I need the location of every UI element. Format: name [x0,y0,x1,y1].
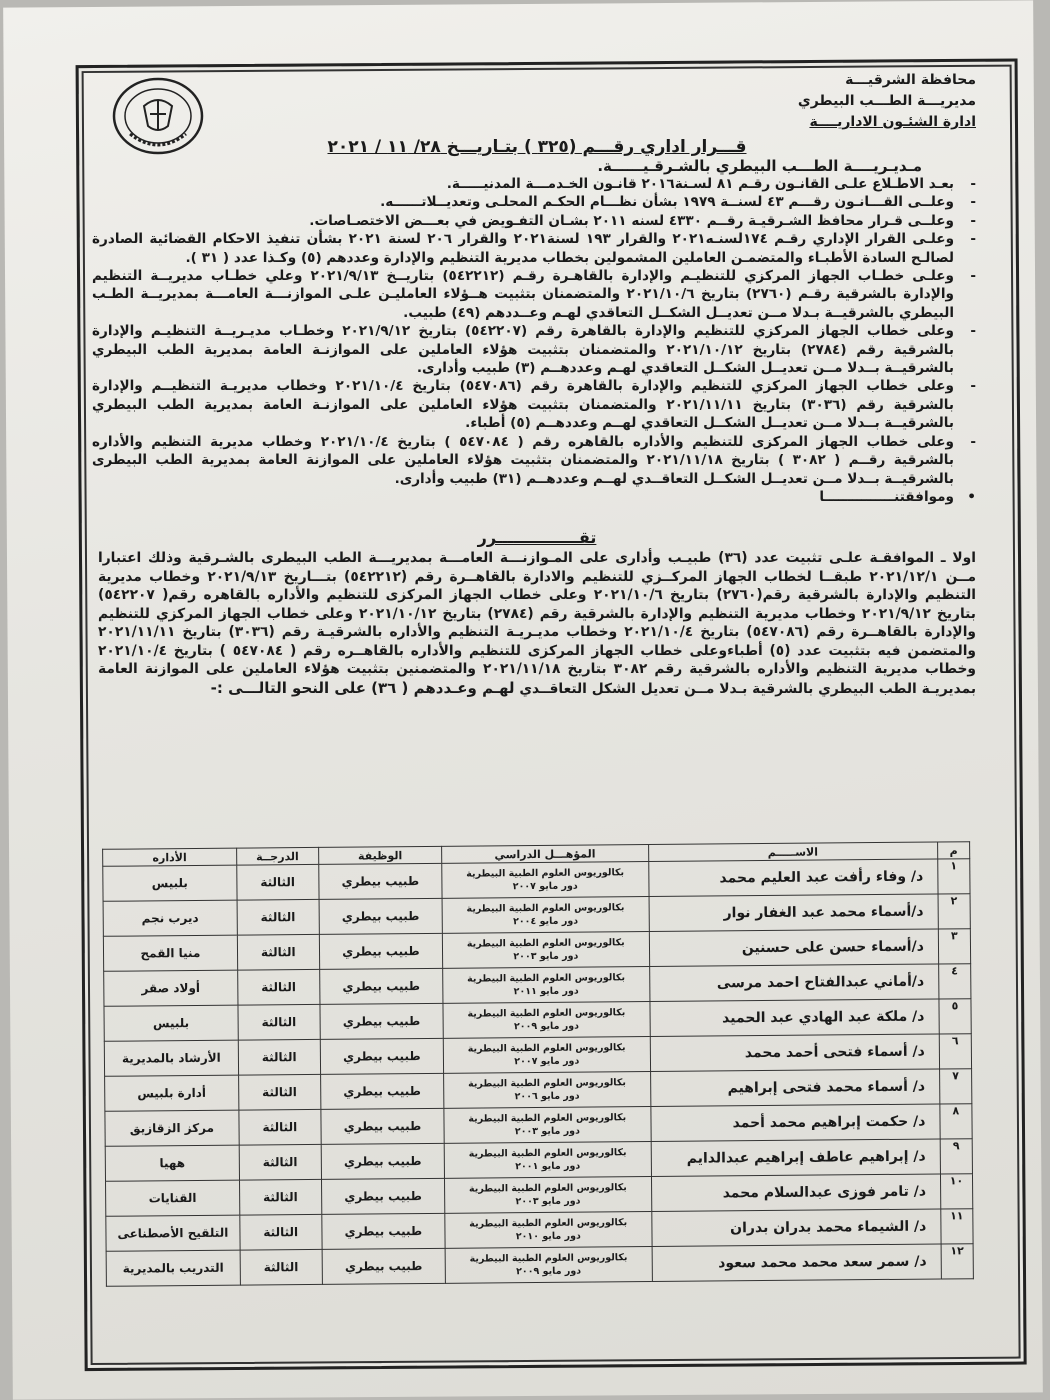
row-number: ٤ [939,964,971,999]
degree: بكالوريوس العلوم الطبية البيطرية [468,1147,627,1160]
employee-name: د/أسماء حسن على حسنين [649,929,939,967]
preamble-item: - وعلى خطاب الجهاز المركزى للتنظيم والأداره بالقاهره رقم ( ٥٤٧٠٨٤ ) بتاريخ ٢٠٢١/١٠/٤ وخطاب مديرية التنظيم والأداره بالشرقية رقــم ( ٣٠٨٢ ) بتاريخ ٢٠٢١/١١/١٨ والمتضمنان بتثبيت هؤلاء العاملين على الموازنة العامة بمديرية الطب البيطرى بالشرقيــة بــدلا مــن تعديــل الشكــل التعاقــدي لهــم وعددهــم (٣١) طبيب وأدارى. [92,433,954,488]
row-number: ٩ [940,1139,972,1174]
administration: الأرشاد بالمديرية [104,1040,238,1076]
col-administration: الأداره [103,848,237,866]
employee-name: د/ سمر سعد محمد محمد سعود [652,1244,942,1282]
job-title: طبيب بيطري [321,1108,445,1144]
administration: بلبيس [104,1005,238,1041]
administration: التلقيح الأصطناعى [106,1215,240,1251]
col-job: الوظيفة [318,846,442,864]
job-title: طبيب بيطري [320,1073,444,1109]
job-title: طبيب بيطري [321,1178,445,1214]
administration: أولاد صقر [104,970,238,1006]
qualification [444,1142,651,1179]
col-name: الاســـــم [648,842,937,862]
row-number: ٢ [938,894,970,929]
employee-name: د/ تامر فوزى عبدالسلام محمد [651,1174,941,1212]
degree: بكالوريوس العلوم الطبية البيطرية [469,1217,628,1230]
graduation-year: دور مايو ٢٠٠١ [515,1160,581,1173]
graduation-year: دور مايو ٢٠١٠ [515,1230,581,1243]
decision-ending: لهـم وعـددهم ( ٣٦) على النحو التالـــى :- [210,678,515,697]
degree: بكالوريوس العلوم الطبية البيطرية [467,1042,626,1055]
employee-name: د/ وفاء رأفت عبد العليم محمد [648,859,938,897]
job-title: طبيب بيطري [320,1038,444,1074]
graduation-year: دور مايو ٢٠١١ [513,985,579,998]
degree: بكالوريوس العلوم الطبية البيطرية [466,902,625,915]
decision-paragraph [92,549,982,698]
document-content [92,70,982,698]
graduation-year: دور مايو ٢٠٠٩ [513,1020,580,1033]
grade: الثالثة [237,899,319,935]
job-title: طبيب بيطري [322,1213,446,1249]
employee-name: د/ ملكة عبد الهادي عبد الحميد [649,999,939,1037]
preamble-item: - وعلـى خطـاب الجهاز المركزي للتنظيـم والإدارة بالقاهـرة رقـم (٥٤٢٢١٢) بتاريــخ ٢٠٢١/٩/١٣ وعلي خطـاب مديريــة التنظيم والإدارة بالشرقية رقـم (٢٧٦٠) بتاريخ ٢٠٢١/١٠/٦ والمتضمنان بتثبيت هــؤلاء العامليـن علـى الموازنـــة العامـــة بمديريــة الطـب البيطري بالشرقيــة بـدلا مــن تعديــل الشكــل التعاقدي لهـم وعــددهم (٤٩) طبيب. [92,267,954,322]
grade: الثالثة [240,1249,322,1285]
preamble-item: - وعلى خطاب الجهاز المركزي للتنظيم والإدارة بالقاهرة رقم (٥٤٧٠٨٦) بتاريخ ٢٠٢١/١٠/٤ وخطاب مديريـة التنظيــم والإدارة بالشرقية رقم (٣٠٣٦) بتاريخ ٢٠٢١/١١/١١ والمتضمنان بتثبيت هؤلاء العاملين على الموازنـة العامة بمديرية الطب البيطري بالشرقيــة بــدلا مــن تعديــل الشكــل التعاقدي لهــم وعددهــم (٥) أطباء. [92,377,954,432]
graduation-year: دور مايو ٢٠٠٧ [512,880,578,893]
grade: الثالثة [240,1214,322,1250]
grade: الثالثة [237,934,319,970]
qualification [445,1177,652,1214]
row-number: ٣ [938,929,970,964]
grade: الثالثة [239,1144,321,1180]
col-number: م [937,842,969,859]
degree: بكالوريوس العلوم الطبية البيطرية [467,972,626,985]
degree: بكالوريوس العلوم الطبية البيطرية [468,1077,626,1090]
qualification [442,897,649,934]
degree: بكالوريوس العلوم الطبية البيطرية [466,867,625,880]
job-title: طبيب بيطري [320,1003,444,1039]
preamble-item: - بعـد الاطـلاع علـى القانـون رقـم ٨١ لسـنة٢٠١٦ قانـون الخـدمـــة المدنيـــــة. [92,175,954,193]
administration: ديرب نجم [103,900,237,936]
row-number: ٨ [940,1104,972,1139]
grade: الثالثة [237,864,319,900]
administration: القنايات [106,1180,240,1216]
row-number: ٦ [939,1034,971,1069]
preamble-item: - وعلى خطاب الجهاز المركزي للتنظيم والإدارة بالقاهرة رقم (٥٤٢٢٠٧) بتاريخ ٢٠٢١/٩/١٢ وخطـاب مديـريــة التنظيـم والإدارة بالشرقية رقم (٢٧٨٤) بتاريخ ٢٠٢١/١٠/١٢ والمتضمنان بتثبيت هؤلاء العاملين على الموازنـة العامة بمديرية الطب البيطري بالشرقيــة بــدلا مــن تعديــل الشكــل التعاقدي لهـم وعددهــم (٣) طبيب وأدارى. [92,322,954,377]
job-title: طبيب بيطري [322,1248,446,1284]
job-title: طبيب بيطري [319,968,443,1004]
governorate-name: محافظة الشرقيـــة [845,72,976,88]
preamble-item: - وعلـى القرار الإداري رقـم ١٧٤لسنـه٢٠٢١ والقرار ١٩٣ لسنة٢٠٢١ والقرار ٢٠٦ لسنة ٢٠٢١ بشأن تنفيذ الاحكام القضائية الصادرة لصالـح السادة الأطبـاء والمتضمـن العاملين المشمولين بخطاب مديرية التنظيم والإدارة وعددهم (٥) وكـذا عدد ( ٣١ ). [92,230,954,267]
row-number: ١ [938,859,970,894]
staff-table [102,841,974,1287]
table-row [106,1244,973,1287]
qualification [444,1072,651,1109]
decision-text: اولا ـ الموافقـة علـى تثبيت عدد (٣٦) طبيـب وأدارى على المـوازنـــة العامـــة بمديريـــة الطب البيطرى بالشـرقية وذلك اعتبارا مــن ٢٠٢١/١٢/١ طبقــا لخطاب الجهاز المركــزي للتنظيم والادارة بالقاهــرة رقم (٥٤٢٢١٢) بتـــاريخ ٢٠٢١/٩/١٣ وخطاب مديرية التنظيم والإدارة بالشرقية رقم(٢٧٦٠) بتاريخ ٢٠٢١/١٠/٦ وعلى خطاب الجهاز المركزى للتنظيم والأداره بالقاهره رقم( ٥٤٢٢٠٧) بتاريخ ٢٠٢١/٩/١٢ وخطاب مديرية التنظيم والإدارة بالشرقية رقم (٢٧٨٤) بتاريخ ٢٠٢١/١٠/١٢ وعلى خطاب الجهاز المركزي للتنظيم والإدارة بالقاهــرة رقم (٥٤٧٠٨٦) بتاريخ ٢٠٢١/١٠/٤ وخطاب مديـريـة التنظيم والأداره بالشرقيـة رقم (٣٠٣٦) بتاريخ ٢٠٢١/١١/١١ والمتضمن فيه بتثبيت عدد (٥) أطباءوعلى خطاب الجهاز المركزى للتنظيم والأداره بالقاهــره رقم ( ٥٤٧٠٨٤ ) بتاريخ ٢٠٢١/١٠/٤ وخطاب مديرية التنظيم والأداره بالشرقية رقم ٣٠٨٢ بتاريخ ٢٠٢١/١١/١٨ والمتضمنين بتثبيت هؤلاء العاملين على الموازنة العامة بمديريـة الطب البيطري بالشرقية بـدلا مــن تعديل الشكل التعاقــدي [98,550,976,697]
directorate-name: مديريـــة الطـــب البيطري [797,93,976,109]
job-title: طبيب بيطري [319,933,443,969]
qualification [443,967,650,1004]
qualification [445,1212,652,1249]
decides-heading: تقـــــــــــــــرر [477,528,597,548]
qualification [442,932,649,969]
preamble-list [92,175,982,506]
col-grade: الدرجــة [236,847,318,865]
employee-name: د/ حكمت إبراهيم محمد أحمد [650,1104,940,1142]
administration: ههيا [105,1145,239,1181]
administration: منيا القمح [103,935,237,971]
degree: بكالوريوس العلوم الطبية البيطرية [469,1252,628,1265]
qualification [444,1107,651,1144]
grade: الثالثة [238,1004,320,1040]
employee-name: د/ أسماء محمد فتحى إبراهيم [650,1069,940,1107]
degree: بكالوريوس العلوم الطبية البيطرية [468,1112,627,1125]
qualification [443,1002,650,1039]
employee-name: د/ أسماء فتحى أحمد محمد [650,1034,940,1072]
job-title: طبيب بيطري [321,1143,445,1179]
graduation-year: دور مايو ٢٠٠٤ [513,915,579,928]
administration: التدريب بالمديرية [106,1250,240,1286]
graduation-year: دور مايو ٢٠٠٦ [514,1090,580,1103]
preamble-item: - وعلــى قـرار محافظ الشـرقيـة رقــم ٤٣٣٠ لسنه ٢٠١١ بشـان التفـويض في بعـــض الاختصـاصات. [92,212,954,230]
graduation-year: دور مايو ٢٠٠٧ [514,1055,580,1068]
job-title: طبيب بيطري [318,863,442,899]
grade: الثالثة [238,1039,320,1075]
graduation-year: دور مايو ٢٠٠٣ [513,950,579,963]
employee-name: د/أماني عبدالفتاح احمد مرسى [649,964,939,1002]
job-title: طبيب بيطري [319,898,443,934]
qualification [443,1037,650,1074]
administration: أدارة بلبيس [105,1075,239,1111]
employee-name: د/ إبراهيم عاطف إبراهيم عبدالدايم [651,1139,941,1177]
row-number: ١١ [941,1209,973,1244]
qualification [442,862,649,899]
department-name: ادارة الشئـون الاداريــــة [809,114,976,130]
row-number: ١٠ [940,1174,972,1209]
qualification [445,1247,652,1284]
degree: بكالوريوس العلوم الطبية البيطرية [468,1182,627,1195]
graduation-year: دور مايو ٢٠٠٣ [515,1195,581,1208]
degree: بكالوريوس العلوم الطبية البيطرية [466,937,625,950]
grade: الثالثة [239,1179,321,1215]
letterhead [92,70,976,133]
administration: بلبيس [103,865,237,901]
employee-name: د/أسماء محمد عبد الغفار نوار [649,894,939,932]
administration: مركز الزقازيق [105,1110,239,1146]
approval-line: • وموافقتنـــــــــــــــا [92,488,954,506]
graduation-year: دور مايو ٢٠٠٣ [514,1125,580,1138]
row-number: ٥ [939,999,971,1034]
grade: الثالثة [239,1109,321,1145]
employee-name: د/ الشيماء محمد بدران بدران [651,1209,941,1247]
graduation-year: دور مايو ٢٠٠٩ [516,1265,582,1278]
preamble-item: - وعلــى القـــانـون رقـــم ٤٣ لسنــة ١٩٧٩ بشأن نظـــام الحكـم المحلـى وتعديــلاتــــــه. [92,193,954,211]
col-qualification: المؤهـــل الدراسي [442,845,649,864]
decision-title: قـــرار اداري رقـــم (٣٢٥ ) بتـاريـــخ ٢٨/ ١١ / ٢٠٢١ [327,137,747,157]
grade: الثالثة [237,969,319,1005]
degree: بكالوريوس العلوم الطبية البيطرية [467,1007,626,1020]
row-number: ٧ [939,1069,971,1104]
issuer-line: مـديـريــــة الطـــب البيطري بالشـرقـيــــــة. [597,157,922,175]
grade: الثالثة [238,1074,320,1110]
row-number: ١٢ [941,1244,973,1279]
